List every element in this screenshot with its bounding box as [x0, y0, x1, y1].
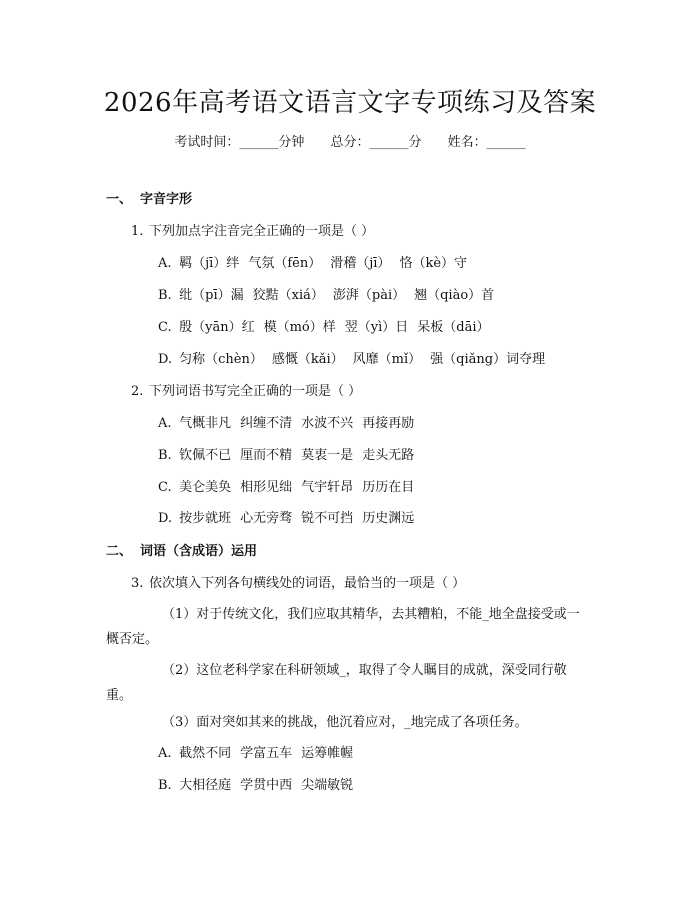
- sentence-continuation: 概否定。: [106, 632, 159, 647]
- question-number: 2.: [131, 384, 144, 399]
- option-letter: D.: [158, 352, 173, 367]
- option-term: 呆板（dāi）: [417, 320, 490, 335]
- option-term: 纰（pī）漏: [179, 288, 244, 303]
- option-row: [158, 510, 423, 528]
- option-term: 气宇轩昂: [301, 480, 354, 495]
- section-title: 词语（含成语）运用: [140, 544, 258, 559]
- option-term: 风靡（mǐ）: [352, 352, 422, 367]
- option-letter: B.: [158, 778, 172, 793]
- option-term: 气概非凡: [179, 416, 232, 431]
- question-number: 1.: [131, 224, 144, 239]
- question-text: 下列加点字注音完全正确的一项是（ ）: [149, 224, 375, 239]
- option-row: [158, 447, 423, 465]
- option-term: 感慨（kǎi）: [271, 352, 344, 367]
- exam-time: 考试时间：______分钟: [174, 135, 305, 150]
- sentence-line: （1）对于传统文化，我们应取其精华，去其糟粕，不能_地全盘接受或一: [162, 607, 580, 622]
- option-term: 大相径庭: [179, 778, 232, 793]
- option-row: [158, 777, 362, 795]
- sentence-line: （3）面对突如其来的挑战，他沉着应对，_地完成了各项任务。: [162, 715, 528, 730]
- option-letter: A.: [158, 746, 172, 761]
- document-title: 2026年高考语文语言文字专项练习及答案: [103, 88, 597, 118]
- option-term: 锐不可挡: [301, 511, 354, 526]
- question-text: 下列词语书写完全正确的一项是（ ）: [149, 384, 362, 399]
- question-stem: [131, 223, 374, 241]
- option-term: 钦佩不已: [179, 448, 232, 463]
- option-term: 模（mó）样: [263, 320, 336, 335]
- sentence-line: （2）这位老科学家在科研领域_，取得了令人瞩目的成就，深受同行敬: [162, 663, 567, 678]
- option-term: 历历在目: [362, 480, 415, 495]
- option-term: 水波不兴: [301, 416, 354, 431]
- option-letter: C.: [158, 320, 172, 335]
- option-term: 气氛（fēn）: [248, 256, 322, 271]
- exam-meta: [0, 131, 700, 150]
- option-row: [158, 287, 503, 305]
- option-term: 尖端敏锐: [301, 778, 354, 793]
- sentence-continuation: 重。: [106, 688, 133, 703]
- option-row: [158, 415, 423, 433]
- option-term: 恪（kè）守: [399, 256, 468, 271]
- option-row: [158, 351, 554, 369]
- question-stem: [131, 383, 361, 401]
- option-term: 狡黠（xiá）: [252, 288, 324, 303]
- option-letter: C.: [158, 480, 172, 495]
- section-heading: [106, 191, 192, 209]
- section-number: 一、: [106, 192, 133, 207]
- option-letter: D.: [158, 511, 173, 526]
- option-term: 匀称（chèn）: [179, 352, 263, 367]
- option-term: 羁（jī）绊: [179, 256, 240, 271]
- option-term: 学富五车: [240, 746, 293, 761]
- option-term: 殷（yān）红: [179, 320, 255, 335]
- option-term: 纠缠不清: [240, 416, 293, 431]
- option-term: 心无旁骛: [240, 511, 293, 526]
- option-term: 翌（yì）日: [344, 320, 409, 335]
- question-stem: [131, 575, 465, 593]
- section-heading: [106, 543, 257, 561]
- exam-score: 总分：______分: [330, 135, 422, 150]
- option-term: 厘而不精: [240, 448, 293, 463]
- option-term: 按步就班: [179, 511, 232, 526]
- option-term: 滑稽（jī）: [330, 256, 391, 271]
- option-row: [158, 255, 476, 273]
- option-row: [158, 745, 362, 763]
- option-term: 美仑美奂: [179, 480, 232, 495]
- option-term: 学贯中西: [240, 778, 293, 793]
- option-row: [158, 319, 499, 337]
- option-term: 截然不同: [179, 746, 232, 761]
- option-term: 历史渊远: [362, 511, 415, 526]
- option-letter: A.: [158, 416, 172, 431]
- option-term: 翘（qiào）首: [414, 288, 495, 303]
- option-letter: A.: [158, 256, 172, 271]
- option-term: 走头无路: [362, 448, 415, 463]
- section-number: 二、: [106, 544, 133, 559]
- option-letter: B.: [158, 288, 172, 303]
- option-term: 运筹帷幄: [301, 746, 354, 761]
- option-term: 再接再励: [362, 416, 415, 431]
- section-title: 字音字形: [140, 192, 193, 207]
- option-term: 莫衷一是: [301, 448, 354, 463]
- option-row: [158, 479, 423, 497]
- option-term: 强（qiǎng）词夺理: [430, 352, 546, 367]
- question-number: 3.: [131, 576, 144, 591]
- option-term: 相形见绌: [240, 480, 293, 495]
- student-name: 姓名：______: [447, 135, 526, 150]
- option-letter: B.: [158, 448, 172, 463]
- question-text: 依次填入下列各句横线处的词语，最恰当的一项是（ ）: [149, 576, 466, 591]
- option-term: 澎湃（pài）: [332, 288, 406, 303]
